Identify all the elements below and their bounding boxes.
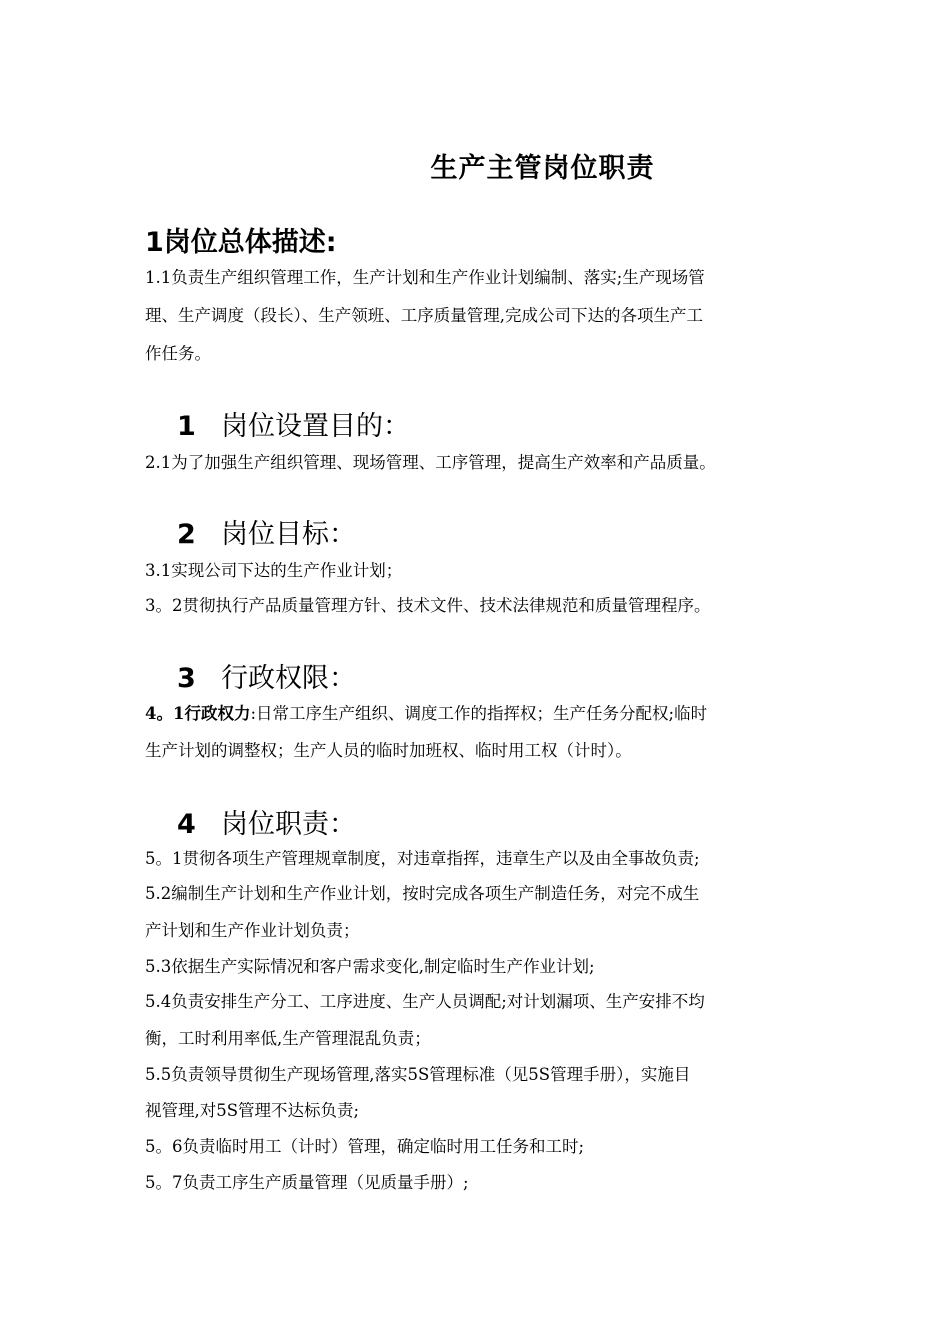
section-number: 3	[177, 663, 196, 694]
section-heading-duties	[177, 802, 356, 841]
section-number: 2	[177, 519, 196, 550]
section-number: 1	[177, 411, 196, 442]
section-title: 岗位目标：	[221, 519, 356, 550]
paragraph-line: 2.1为了加强生产组织管理、现场管理、工序管理，提高生产效率和产品质量。	[145, 453, 716, 472]
paragraph-line: 1.1负责生产组织管理工作，生产计划和生产作业计划编制、落实;生产现场管	[145, 268, 705, 287]
bold-label: 4。1行政权力	[145, 704, 251, 723]
paragraph-line: 3.1实现公司下达的生产作业计划；	[145, 561, 403, 580]
section-title: 岗位职责：	[221, 809, 356, 840]
paragraph-line	[145, 704, 815, 724]
paragraph-line: 5。6负责临时用工（计时）管理，确定临时用工任务和工时;	[145, 1137, 585, 1156]
section-heading-goals	[177, 512, 356, 551]
paragraph-line: 视管理,对5S管理不达标负责;	[145, 1101, 360, 1120]
paragraph-line: 产计划和生产作业计划负责；	[145, 921, 360, 940]
section-title: 岗位设置目的：	[221, 411, 410, 442]
line-text: :日常工序生产组织、调度工作的指挥权；生产任务分配权;临时	[250, 704, 708, 723]
section-heading-authority	[177, 656, 356, 695]
paragraph-line: 5。7负责工序生产质量管理（见质量手册）;	[145, 1173, 469, 1192]
paragraph-line: 衡，工时利用率低,生产管理混乱负责；	[145, 1029, 431, 1048]
section-title: 行政权限：	[221, 663, 356, 694]
paragraph-line: 3。2贯彻执行产品质量管理方针、技术文件、技术法律规范和质量管理程序。	[145, 596, 711, 615]
paragraph-line: 5.2编制生产计划和生产作业计划，按时完成各项生产制造任务，对完不成生	[145, 884, 700, 903]
paragraph-line: 5.3依据生产实际情况和客户需求变化,制定临时生产作业计划;	[145, 957, 595, 976]
section-number: 4	[177, 809, 196, 840]
paragraph-line: 5.5负责领导贯彻生产现场管理,落实5S管理标准（见5S管理手册），实施目	[145, 1065, 691, 1084]
paragraph-line: 作任务。	[145, 344, 211, 363]
paragraph-line: 5。1贯彻各项生产管理规章制度，对违章指挥，违章生产以及由全事故负责;	[145, 849, 700, 868]
section-heading-overview: 1岗位总体描述:	[145, 227, 337, 258]
document-title: 生产主管岗位职责	[430, 153, 655, 184]
section-heading-purpose	[177, 404, 410, 443]
paragraph-line: 生产计划的调整权；生产人员的临时加班权、临时用工权（计时）。	[145, 741, 632, 760]
paragraph-line: 理、生产调度（段长）、生产领班、工序质量管理,完成公司下达的各项生产工	[145, 306, 703, 325]
paragraph-line: 5.4负责安排生产分工、工序进度、生产人员调配;对计划漏项、生产安排不均	[145, 992, 705, 1011]
